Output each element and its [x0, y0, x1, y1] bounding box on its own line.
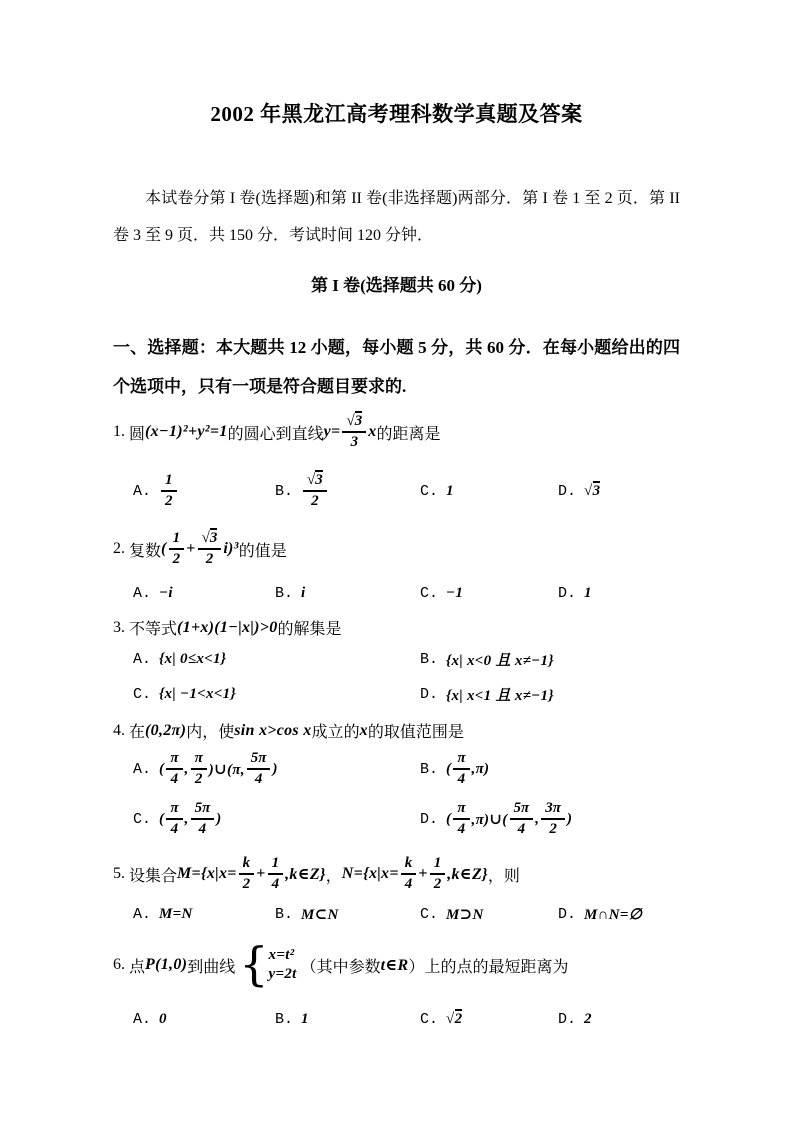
q5-option-a: [133, 906, 275, 923]
question-2-text: 复数: [129, 542, 162, 560]
option-label: B.: [420, 651, 439, 668]
option-value: {x| 0≤x<1}: [159, 651, 227, 667]
fraction: [161, 472, 177, 511]
fraction: [239, 855, 255, 894]
option-label: B.: [275, 584, 294, 602]
option-label: D.: [558, 584, 577, 602]
question-5-text: 设集合: [129, 867, 178, 885]
question-1-text: 的圆心到直线: [227, 425, 324, 443]
fraction: [510, 800, 534, 839]
sqrt-radicand: 3: [592, 482, 601, 499]
option-label: C.: [420, 482, 439, 500]
fraction-denominator: 4: [517, 821, 526, 837]
page-title: 2002 年黑龙江高考理科数学真题及答案: [210, 102, 583, 126]
question-2-text: 的值是: [238, 542, 287, 560]
option-value: 1: [446, 482, 454, 499]
fraction-denominator: 2: [311, 493, 319, 509]
fraction-numerator: 3π: [541, 800, 565, 820]
question-1-number: 1.: [113, 423, 125, 440]
sqrt-radicand: 2: [454, 1010, 463, 1027]
fraction-numerator: 5π: [247, 750, 271, 770]
question-6-text: 到曲线: [187, 958, 236, 976]
question-2-number: 2.: [113, 540, 125, 557]
comma: ，: [325, 867, 342, 885]
option-label: A.: [133, 760, 152, 778]
fraction-numerator: 5π: [191, 800, 215, 820]
sqrt-sign: √: [346, 412, 355, 429]
open-paren: (: [161, 540, 167, 557]
question-4-text: 在: [129, 724, 146, 741]
question-3-options: [113, 649, 680, 705]
point-P: P(1,0): [145, 956, 188, 973]
fraction: [191, 750, 207, 789]
fraction-numerator: [342, 413, 366, 433]
fraction-denominator: 2: [433, 876, 442, 892]
question-6-stem: [113, 934, 680, 996]
question-5-number: 5.: [113, 865, 125, 882]
fraction: [342, 413, 366, 452]
left-brace: {: [239, 937, 269, 992]
question-1-stem: [113, 406, 680, 458]
fraction: [430, 855, 446, 894]
q6-option-b: [275, 1011, 420, 1028]
question-6-options: [113, 1008, 680, 1030]
plus-sign: +: [186, 540, 196, 557]
option-label: C.: [133, 810, 152, 828]
question-1-formula-line: y=: [323, 423, 341, 440]
option-value: −1: [446, 584, 464, 601]
math-text: ,π): [471, 760, 490, 777]
fraction-denominator: 2: [205, 551, 214, 567]
intro-paragraph: 本试卷分第 I 卷(选择题)和第 II 卷(非选择题)两部分．第 I 卷 1 至 2 页．第 II 卷 3 至 9 页．共 150 分．考试时间 120 分钟．: [113, 190, 680, 244]
math-text: ): [566, 810, 573, 827]
option-value: [584, 483, 600, 500]
fraction-numerator: [303, 472, 327, 492]
question-1-variable: x: [368, 423, 377, 440]
option-value: {x| x<0 且 x≠−1}: [446, 653, 554, 669]
question-6-number: 6.: [113, 956, 125, 973]
question-4-number: 4.: [113, 721, 125, 739]
question-3-text: 的解集是: [277, 621, 342, 638]
option-label: D.: [558, 905, 577, 923]
question-6-text: （其中参数: [300, 958, 381, 976]
math-text: (: [446, 760, 452, 777]
system-equations: [269, 947, 297, 983]
fraction: [166, 750, 182, 789]
question-3-text: 不等式: [129, 621, 178, 638]
question-6-text: ）上的点的最短距离为: [408, 958, 569, 976]
q3-option-c: [133, 686, 420, 703]
math-text: (: [159, 760, 165, 777]
q1-option-d: [558, 483, 680, 500]
fraction-numerator: π: [453, 800, 469, 820]
option-value: 0: [159, 1010, 167, 1027]
fraction-numerator: π: [191, 750, 207, 770]
question-4-stem: [113, 719, 680, 742]
fraction-numerator: π: [166, 750, 182, 770]
fraction-numerator: 1: [430, 855, 446, 875]
plus-sign: +: [256, 865, 266, 882]
q2-option-b: [275, 585, 420, 602]
parameter-domain: t∈R: [380, 957, 409, 974]
math-text: ): [272, 760, 278, 777]
fraction-denominator: 2: [194, 771, 203, 787]
option-label: A.: [133, 651, 152, 668]
sqrt-sign: √: [584, 482, 593, 499]
q1-option-b: [275, 472, 420, 511]
option-label: D.: [420, 686, 439, 703]
fraction: [166, 800, 182, 839]
math-text: ,: [184, 760, 189, 777]
option-label: A.: [133, 482, 152, 500]
question-4-text: 成立的: [311, 724, 360, 741]
option-label: D.: [558, 1010, 577, 1028]
math-text: (: [159, 810, 165, 827]
question-4-text: 内，使: [186, 724, 235, 741]
question-1-options: [113, 466, 680, 516]
question-1-formula-circle: (x−1)²+y²=1: [145, 423, 228, 440]
fraction-denominator: 4: [457, 821, 466, 837]
sqrt-sign: √: [201, 529, 210, 546]
q3-option-d: [420, 684, 680, 705]
option-value: [446, 1011, 462, 1028]
question-5-options: [113, 902, 680, 926]
question-4-interval: (0,2π): [145, 721, 187, 739]
fraction: [453, 800, 469, 839]
question-1-text: 的距离是: [376, 425, 441, 443]
q6-option-c: [420, 1011, 558, 1028]
fraction-denominator: 3: [350, 434, 359, 450]
option-label: C.: [133, 686, 152, 703]
part-1-header: 一、选择题：本大题共 12 小题，每小题 5 分，共 60 分．在每小题给出的四个选项中，只有一项是符合题目要求的.: [113, 338, 680, 396]
set-M-start: M={x|x=: [177, 865, 237, 882]
fraction-denominator: 4: [254, 771, 263, 787]
set-N-start: N={x|x=: [341, 865, 399, 882]
option-label: D.: [420, 810, 439, 828]
option-value: 2: [584, 1010, 592, 1027]
option-value: {x| −1<x<1}: [159, 686, 236, 702]
option-value: M=N: [159, 905, 193, 922]
q1-option-a: [133, 472, 275, 511]
plus-sign: +: [418, 865, 428, 882]
set-N-end: ,k∈Z}: [447, 866, 488, 883]
option-label: C.: [420, 1010, 439, 1028]
q4-option-d: [420, 796, 680, 842]
sqrt-radicand: 3: [315, 471, 323, 488]
option-value: 1: [301, 1010, 309, 1027]
option-value: M⊂N: [301, 906, 339, 923]
fraction-denominator: 2: [549, 821, 557, 837]
fraction-numerator: 5π: [510, 800, 534, 820]
fraction-denominator: 4: [170, 771, 179, 787]
fraction-numerator: [198, 530, 222, 550]
fraction: [268, 855, 284, 894]
option-label: A.: [133, 905, 152, 923]
fraction-denominator: 2: [172, 551, 181, 567]
question-4-options: [113, 746, 680, 842]
fraction-denominator: 4: [198, 821, 207, 837]
q2-option-d: [558, 585, 680, 602]
fraction-numerator: π: [453, 750, 469, 770]
fraction-denominator: 2: [165, 493, 173, 509]
q5-option-b: [275, 905, 420, 924]
option-value: M∩N=∅: [584, 906, 643, 923]
fraction: [198, 530, 222, 569]
math-text: (: [446, 810, 452, 827]
fraction-numerator: 1: [169, 530, 185, 550]
question-3-stem: [113, 616, 680, 639]
question-5-text: ，则: [487, 867, 520, 885]
question-3-number: 3.: [113, 618, 125, 636]
fraction-numerator: 1: [161, 472, 177, 492]
math-text: )∪(π,: [208, 761, 245, 778]
math-text: ,: [535, 810, 540, 827]
question-2-stem: [113, 522, 680, 576]
question-3-inequality: (1+x)(1−|x|)>0: [177, 618, 278, 636]
q5-option-c: [420, 905, 558, 924]
question-6-text: 点: [129, 958, 146, 976]
fraction-numerator: k: [239, 855, 255, 875]
sqrt-sign: √: [307, 471, 316, 488]
question-5-stem: [113, 850, 680, 898]
option-value: {x| x<1 且 x≠−1}: [446, 688, 554, 704]
fraction: [401, 855, 417, 894]
q5-option-d: [558, 905, 680, 924]
q2-option-a: [133, 585, 275, 602]
option-label: B.: [275, 905, 294, 923]
q3-option-a: [133, 651, 420, 668]
fraction: [303, 472, 327, 511]
question-4-text: 的取值范围是: [367, 724, 464, 741]
fraction-numerator: 1: [268, 855, 284, 875]
sqrt-sign: √: [446, 1010, 455, 1027]
q4-option-b: [420, 746, 680, 792]
math-text: ,: [184, 810, 189, 827]
q1-option-c: [420, 483, 558, 500]
option-label: C.: [420, 905, 439, 923]
math-text: ,π)∪(: [471, 811, 508, 828]
fraction-denominator: 4: [457, 771, 466, 787]
option-label: D.: [558, 482, 577, 500]
fraction: [247, 750, 271, 789]
set-M-end: ,k∈Z}: [285, 866, 326, 883]
option-value: i: [301, 584, 306, 601]
q6-option-a: [133, 1011, 275, 1028]
question-2-formula-tail: i)³: [223, 540, 239, 557]
fraction: [191, 800, 215, 839]
option-label: B.: [275, 1010, 294, 1028]
option-value: −i: [159, 584, 173, 601]
system-equation-2: y=2t: [268, 966, 297, 982]
q2-option-c: [420, 585, 558, 602]
option-label: B.: [275, 482, 294, 500]
fraction: [453, 750, 469, 789]
fraction-numerator: π: [166, 800, 182, 820]
section-1-title: 第 I 卷(选择题共 60 分): [311, 276, 482, 295]
q4-option-a: [133, 746, 420, 792]
question-2-options: [113, 582, 680, 604]
option-value: M⊃N: [446, 906, 484, 923]
question-4-variable: x: [359, 721, 368, 739]
fraction-denominator: 4: [271, 876, 280, 892]
q6-option-d: [558, 1011, 680, 1028]
system-equation-1: x=t²: [268, 947, 295, 963]
fraction-denominator: 4: [404, 876, 413, 892]
sqrt-radicand: 3: [354, 412, 363, 429]
sqrt-radicand: 3: [209, 529, 218, 546]
question-4-trig: sin x>cos x: [234, 721, 312, 739]
parametric-system: [239, 937, 297, 992]
option-label: B.: [420, 760, 439, 778]
document-content: [113, 0, 680, 1030]
question-1-text: 圆: [129, 425, 146, 443]
q4-option-c: [133, 796, 420, 842]
q3-option-b: [420, 649, 680, 670]
fraction: [169, 530, 185, 569]
fraction-numerator: k: [401, 855, 417, 875]
option-label: C.: [420, 584, 439, 602]
fraction: [541, 800, 565, 839]
option-label: A.: [133, 1010, 152, 1028]
fraction-denominator: 4: [170, 821, 179, 837]
option-label: A.: [133, 584, 152, 602]
math-text: ): [216, 810, 222, 827]
option-value: 1: [584, 584, 592, 601]
fraction-denominator: 2: [242, 876, 251, 892]
